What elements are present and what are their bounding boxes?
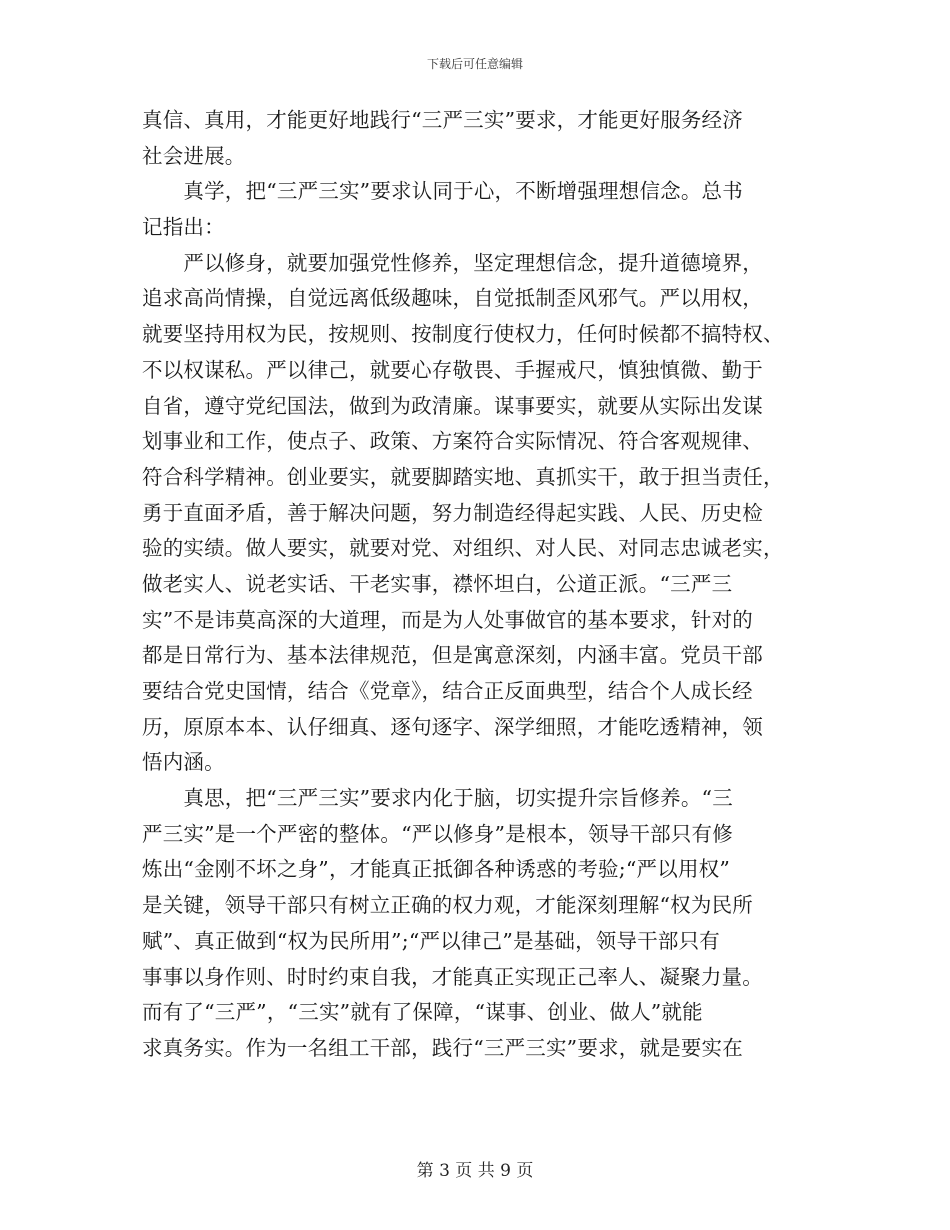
body-line: 而有了“三严”，“三实”就有了保障，“谋事、创业、做人”就能 [142,1000,703,1025]
body-line: 是关键，领导干部只有树立正确的权力观，才能深刻理解“权为民所 [142,893,753,918]
page-number-footer: 第 3 页 共 9 页 [416,1161,534,1181]
body-line: 验的实绩。做人要实，就要对党、对组织、对人民、对同志忠诚老实， [142,536,784,561]
body-line: 追求高尚情操，自觉远离低级趣味，自觉抵制歪风邪气。严以用权， [142,286,763,311]
body-line: 做老实人、说老实话、干老实事，襟怀坦白，公道正派。“三严三 [142,571,733,596]
body-line: 都是日常行为、基本法律规范，但是寓意深刻，内涵丰富。党员干部 [142,643,763,668]
body-line: 事事以身作则、时时约束自我，才能真正实现正己率人、凝聚力量。 [142,964,763,989]
body-line: 划事业和工作，使点子、政策、方案符合实际情况、符合客观规律、 [142,429,763,454]
body-line: 不以权谋私。严以律己，就要心存敬畏、手握戒尺，慎独慎微、勤于 [142,357,763,382]
body-line: 勇于直面矛盾，善于解决问题，努力制造经得起实践、人民、历史检 [142,500,763,525]
document-body [142,103,810,1067]
body-line: 自省，遵守党纪国法，做到为政清廉。谋事要实，就要从实际出发谋 [142,393,763,418]
body-line: 悟内涵。 [142,750,225,775]
body-line: 赋”、真正做到“权为民所用”;“严以律己”是基础，领导干部只有 [142,928,721,953]
body-line: 记指出： [142,215,225,240]
body-line: 要结合党史国情，结合《党章》，结合正反面典型，结合个人成长经 [142,679,753,703]
body-line: 真信、真用，才能更好地践行“三严三实”要求，才能更好服务经济 [142,108,743,132]
body-line: 符合科学精神。创业要实，就要脚踏实地、真抓实干，敢于担当责任， [142,464,784,489]
body-line: 严以修身，就要加强党性修养，坚定理想信念，提升道德境界， [142,250,763,275]
body-line: 社会进展。 [142,143,246,168]
body-line: 真学，把“三严三实”要求认同于心，不断增强理想信念。总书 [142,179,743,204]
body-line: 严三实”是一个严密的整体。“严以修身”是根本，领导干部只有修 [142,821,733,846]
body-line: 实”不是讳莫高深的大道理，而是为人处事做官的基本要求，针对的 [142,607,753,632]
body-line: 就要坚持用权为民，按规则、按制度行使权力，任何时候都不搞特权、 [142,322,784,347]
body-line: 求真务实。作为一名组工干部，践行“三严三实”要求，就是要实在 [142,1035,743,1060]
body-line: 历，原原本本、认仔细真、逐句逐字、深学细照，才能吃透精神，领 [142,714,763,739]
body-line: 真思，把“三严三实”要求内化于脑，切实提升宗旨修养。“三 [142,786,733,811]
page-header-note: 下载后可任意编辑 [426,57,523,71]
body-line: 炼出“金刚不坏之身”，才能真正抵御各种诱惑的考验;“严以用权” [142,857,731,882]
